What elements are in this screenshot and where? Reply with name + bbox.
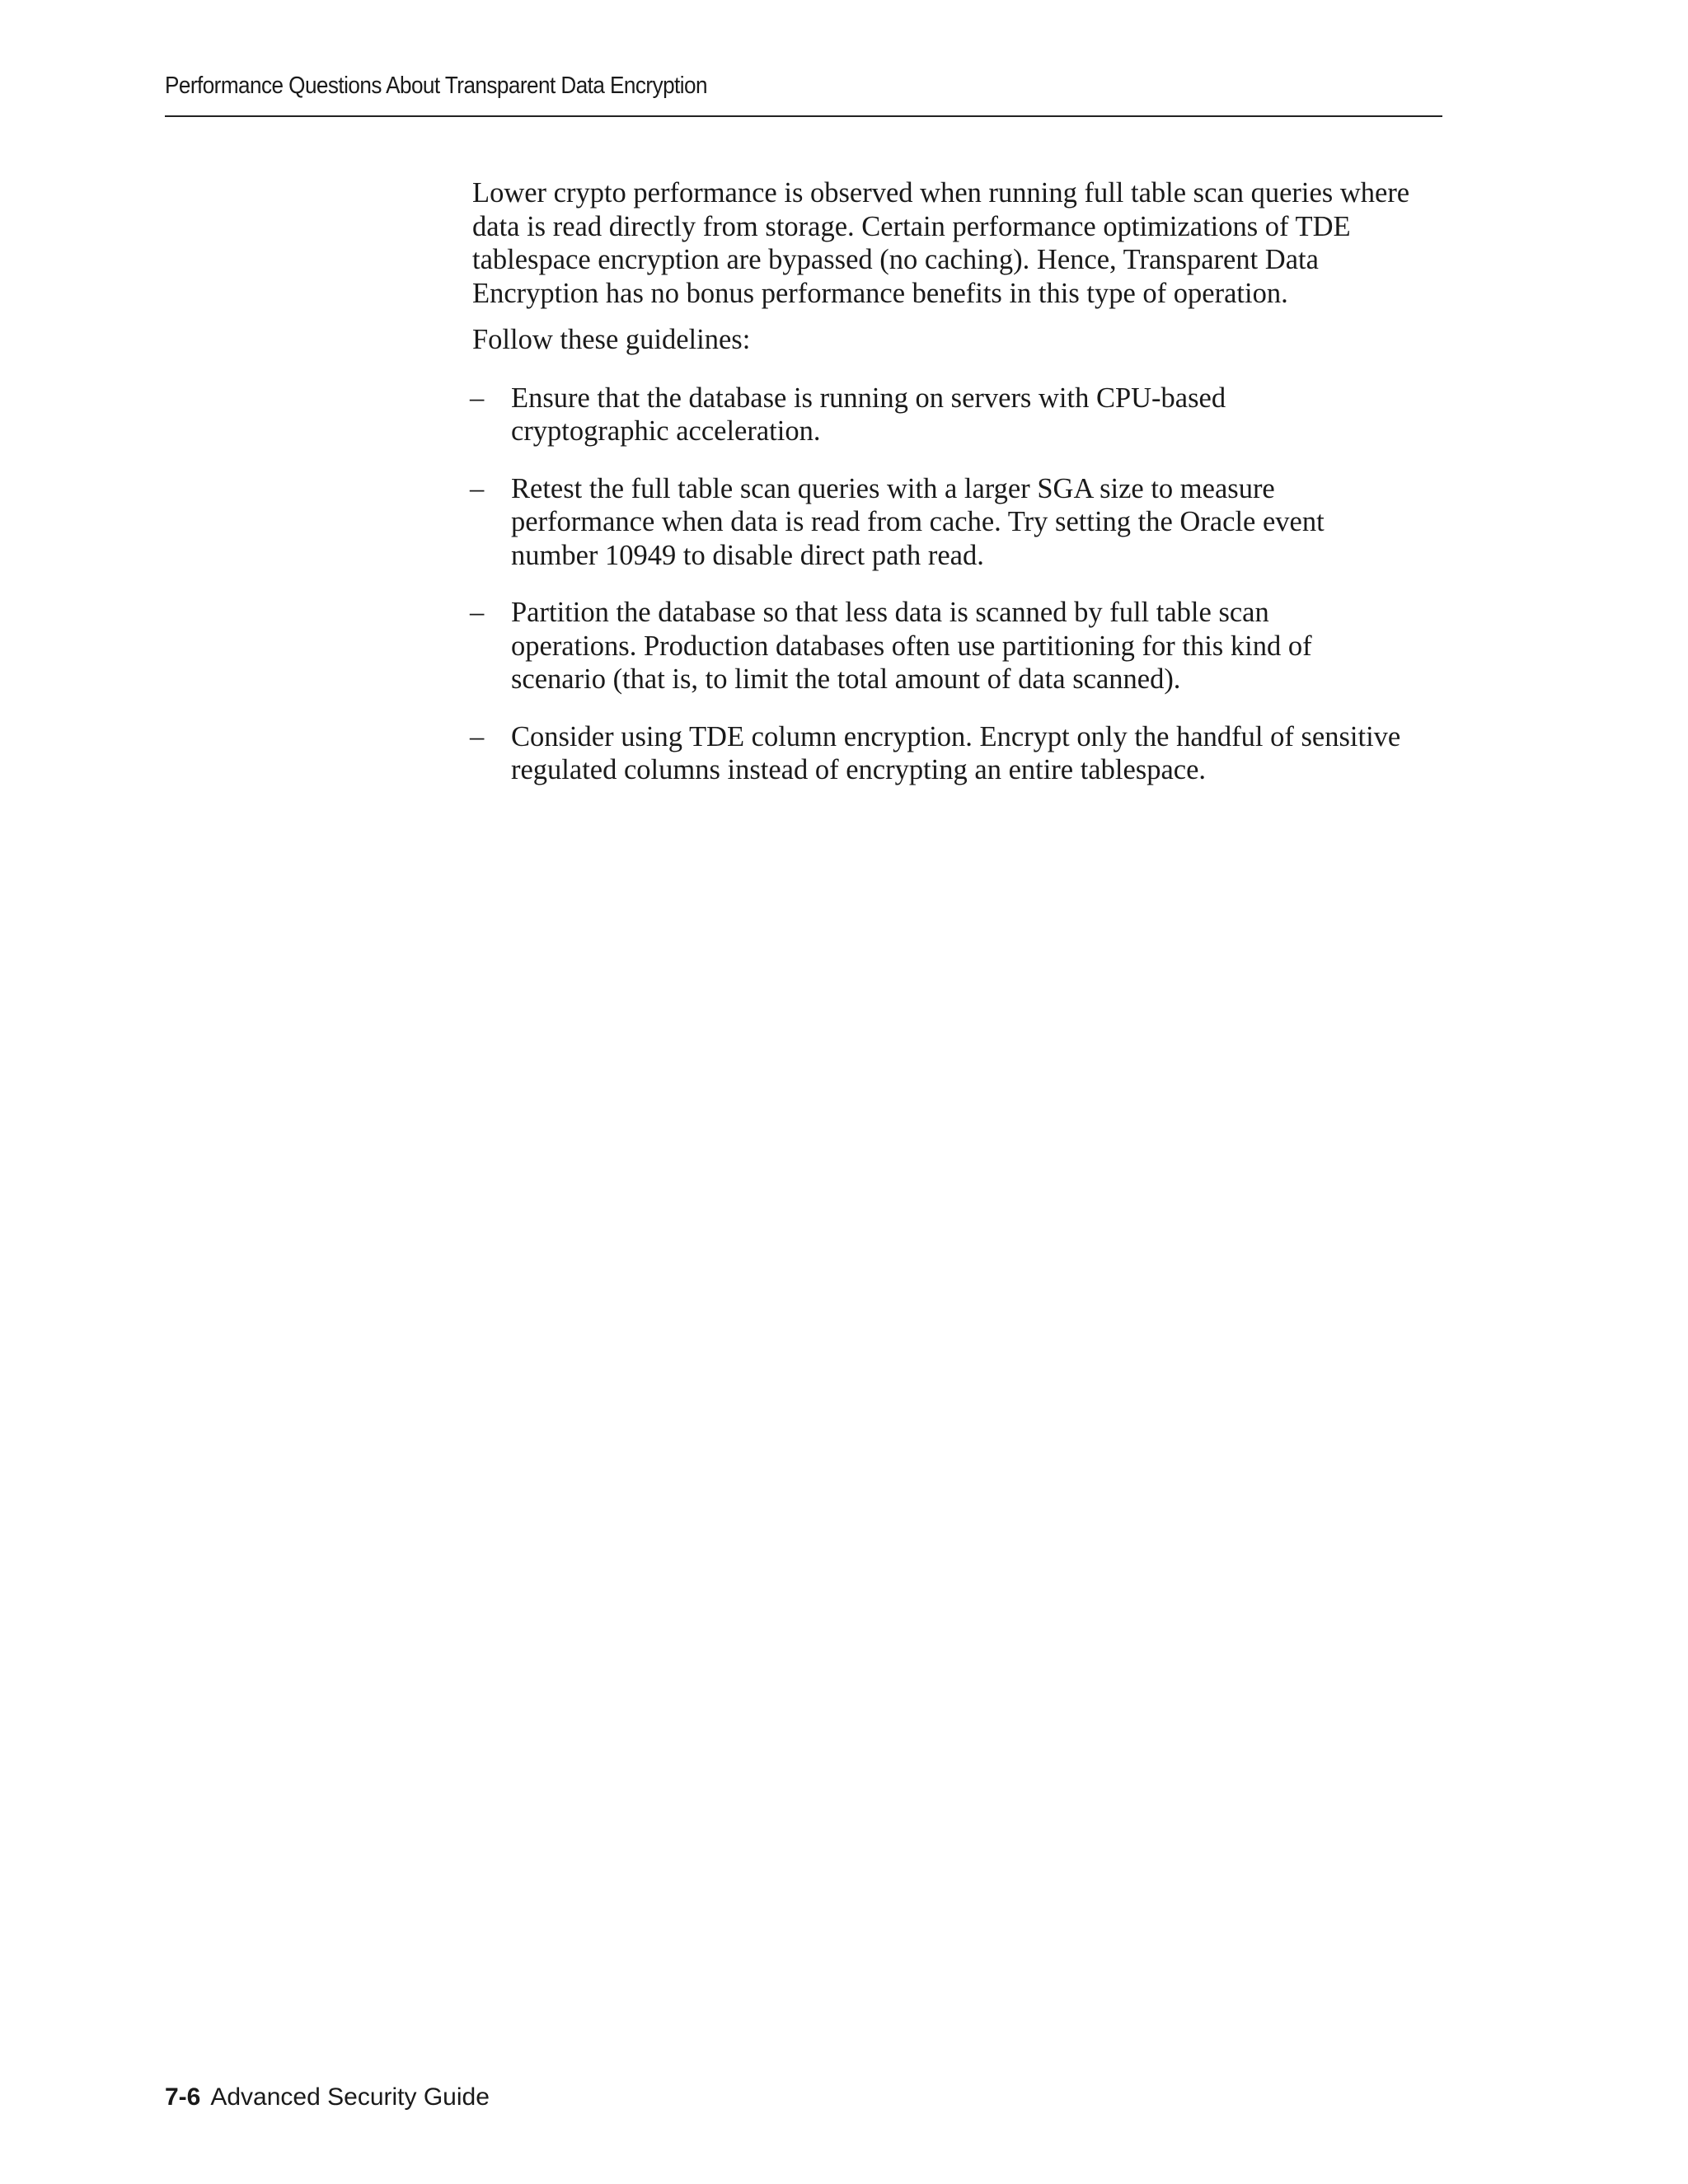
guideline-text: Consider using TDE column encryption. Encrypt only the handful of sensitive regulated columns instead of encrypting an entire tablespace. xyxy=(511,720,1401,785)
main-content xyxy=(472,176,1445,811)
list-item xyxy=(470,382,1445,448)
header-rule xyxy=(165,115,1442,117)
guidelines-lead-in: Follow these guidelines: xyxy=(472,324,751,355)
guideline-text: Partition the database so that less data is scanned by full table scan operations. Production databases often use partitioning for this kind of scenario (that is, to limit the total amount of data scanned). xyxy=(511,597,1312,695)
book-title: Advanced Security Guide xyxy=(210,2083,490,2111)
guideline-text: Ensure that the database is running on servers with CPU-based cryptographic acceleration. xyxy=(511,382,1226,447)
guidelines-list xyxy=(470,382,1445,787)
dash-bullet-icon: – xyxy=(470,597,485,628)
guideline-text: Retest the full table scan queries with a larger SGA size to measure performance when data is read from cache. Try setting the Oracle event number 10949 to disable direct path read. xyxy=(511,472,1325,571)
list-item xyxy=(470,472,1445,573)
list-item xyxy=(470,720,1445,787)
running-header: Performance Questions About Transparent Data Encryption xyxy=(165,73,707,99)
dash-bullet-icon: – xyxy=(470,472,485,504)
intro-paragraph: Lower crypto performance is observed when running full table scan queries where data is read directly from storage. Certain performance optimizations of TDE tablespace encryption are bypassed (no caching). Hence, Transparent Data Encryption has no bonus performance benefits in this type of operation. xyxy=(472,177,1410,309)
dash-bullet-icon: – xyxy=(470,720,485,752)
page-number: 7-6 xyxy=(165,2083,201,2111)
dash-bullet-icon: – xyxy=(470,382,485,414)
list-item xyxy=(470,596,1445,696)
running-footer xyxy=(165,2083,490,2111)
